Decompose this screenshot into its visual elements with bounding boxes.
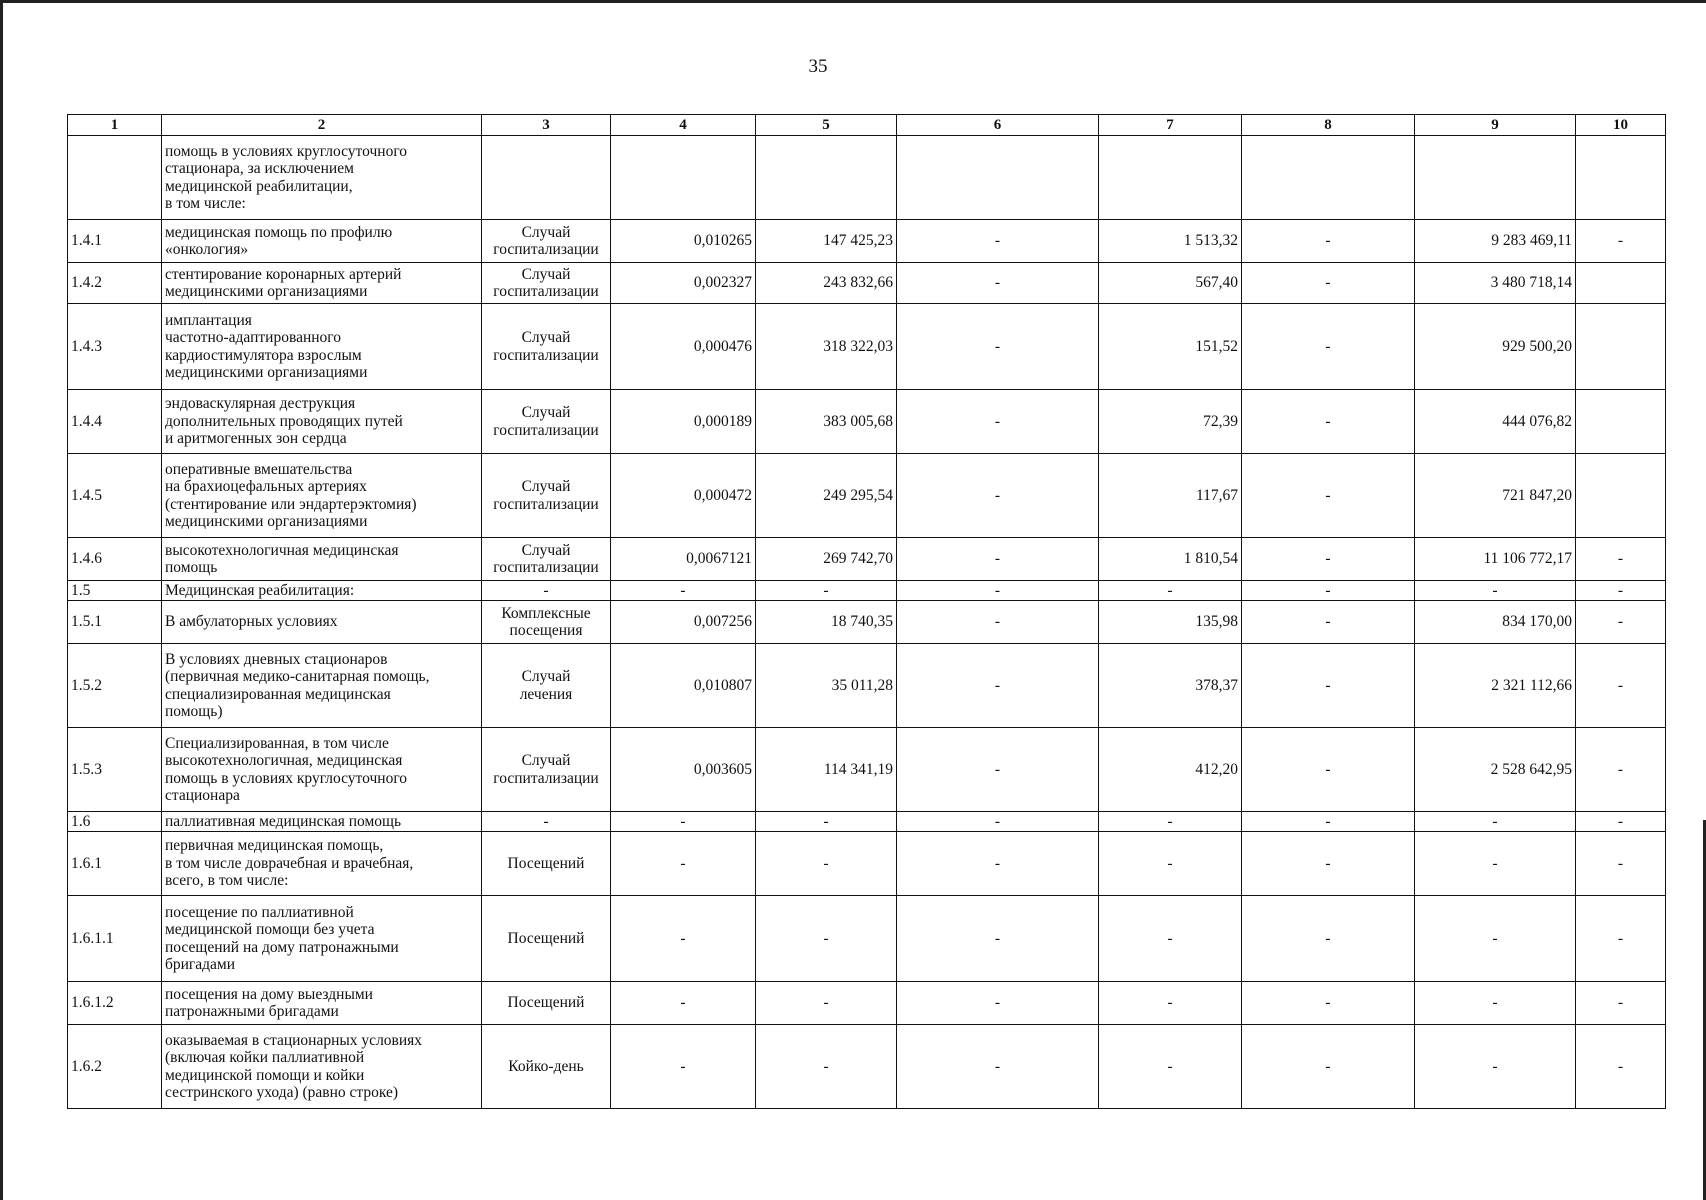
cell-col-3: Случай госпитализации: [482, 454, 611, 538]
cell-col-1: 1.6.2: [68, 1025, 162, 1109]
cell-col-2: В амбулаторных условиях: [162, 601, 482, 644]
cell-col-1: 1.4.4: [68, 390, 162, 454]
cell-col-10: -: [1576, 1025, 1666, 1109]
cell-col-5: 147 425,23: [756, 220, 897, 263]
cell-col-5: 35 011,28: [756, 644, 897, 728]
cell-col-9: 11 106 772,17: [1415, 538, 1576, 581]
cell-col-2: эндоваскулярная деструкция дополнительных проводящих путей и аритмогенных зон сердца: [162, 390, 482, 454]
cell-col-10: [1576, 263, 1666, 304]
cell-col-4: 0,010265: [611, 220, 756, 263]
cell-col-2: Специализированная, в том числе высокотехнологичная, медицинская помощь в условиях круглосуточного стационара: [162, 728, 482, 812]
table-row: [68, 728, 1666, 812]
cell-col-5: -: [756, 1025, 897, 1109]
table-header: [68, 115, 1666, 136]
cell-col-5: -: [756, 832, 897, 896]
cell-col-7: 72,39: [1099, 390, 1242, 454]
cell-col-10: -: [1576, 644, 1666, 728]
table-row: [68, 601, 1666, 644]
table-row: [68, 644, 1666, 728]
cell-col-7: -: [1099, 812, 1242, 832]
header-col-6: 6: [897, 115, 1099, 136]
header-col-5: 5: [756, 115, 897, 136]
cell-col-9: 834 170,00: [1415, 601, 1576, 644]
table-body: [68, 136, 1666, 1109]
cell-col-3: Посещений: [482, 896, 611, 982]
scan-border-top: [0, 0, 1706, 3]
cell-col-1: 1.5.3: [68, 728, 162, 812]
cell-col-6: -: [897, 832, 1099, 896]
cell-col-9: -: [1415, 581, 1576, 601]
cell-col-2: Медицинская реабилитация:: [162, 581, 482, 601]
cell-col-6: -: [897, 982, 1099, 1025]
cell-col-6: -: [897, 454, 1099, 538]
cell-col-10: [1576, 136, 1666, 220]
table-row: [68, 304, 1666, 390]
cell-col-10: -: [1576, 601, 1666, 644]
cell-col-1: 1.4.6: [68, 538, 162, 581]
cell-col-7: [1099, 136, 1242, 220]
cell-col-9: -: [1415, 982, 1576, 1025]
cell-col-10: -: [1576, 538, 1666, 581]
cell-col-2: высокотехнологичная медицинская помощь: [162, 538, 482, 581]
cell-col-9: 3 480 718,14: [1415, 263, 1576, 304]
table-row: [68, 832, 1666, 896]
cell-col-8: -: [1242, 581, 1415, 601]
cell-col-6: [897, 136, 1099, 220]
cell-col-8: -: [1242, 812, 1415, 832]
cell-col-1: 1.6.1.1: [68, 896, 162, 982]
cell-col-7: 1 513,32: [1099, 220, 1242, 263]
cell-col-5: -: [756, 581, 897, 601]
cell-col-10: -: [1576, 581, 1666, 601]
cell-col-3: Случай госпитализации: [482, 538, 611, 581]
cell-col-2: оперативные вмешательства на брахиоцефальных артериях (стентирование или эндартерэктомия) медицинскими организациями: [162, 454, 482, 538]
cell-col-6: -: [897, 644, 1099, 728]
cell-col-5: -: [756, 812, 897, 832]
table-row: [68, 1025, 1666, 1109]
cell-col-1: 1.4.1: [68, 220, 162, 263]
cell-col-1: 1.6: [68, 812, 162, 832]
cell-col-8: -: [1242, 601, 1415, 644]
cell-col-9: 2 321 112,66: [1415, 644, 1576, 728]
cell-col-7: 151,52: [1099, 304, 1242, 390]
cell-col-4: -: [611, 812, 756, 832]
cell-col-4: -: [611, 896, 756, 982]
cell-col-7: -: [1099, 581, 1242, 601]
cell-col-4: 0,002327: [611, 263, 756, 304]
header-row: [68, 115, 1666, 136]
cell-col-3: Случай госпитализации: [482, 304, 611, 390]
table-row: [68, 538, 1666, 581]
scan-border-left: [0, 0, 3, 1200]
cell-col-7: -: [1099, 832, 1242, 896]
cell-col-7: 117,67: [1099, 454, 1242, 538]
cell-col-3: Случай госпитализации: [482, 390, 611, 454]
cell-col-1: 1.6.1.2: [68, 982, 162, 1025]
cell-col-3: -: [482, 812, 611, 832]
cell-col-5: -: [756, 896, 897, 982]
cell-col-8: -: [1242, 304, 1415, 390]
header-col-9: 9: [1415, 115, 1576, 136]
cell-col-6: -: [897, 263, 1099, 304]
table-row: [68, 390, 1666, 454]
cell-col-6: -: [897, 812, 1099, 832]
cell-col-3: Случай госпитализации: [482, 220, 611, 263]
cell-col-10: -: [1576, 728, 1666, 812]
header-col-4: 4: [611, 115, 756, 136]
cell-col-1: [68, 136, 162, 220]
cell-col-1: 1.5.2: [68, 644, 162, 728]
cell-col-4: -: [611, 581, 756, 601]
header-col-1: 1: [68, 115, 162, 136]
table-row: [68, 263, 1666, 304]
cell-col-8: -: [1242, 220, 1415, 263]
header-col-10: 10: [1576, 115, 1666, 136]
cell-col-1: 1.6.1: [68, 832, 162, 896]
cell-col-9: 9 283 469,11: [1415, 220, 1576, 263]
cell-col-4: 0,000476: [611, 304, 756, 390]
cell-col-8: -: [1242, 728, 1415, 812]
page-number: 35: [808, 56, 828, 77]
cell-col-8: -: [1242, 454, 1415, 538]
cell-col-6: -: [897, 728, 1099, 812]
table-row: [68, 136, 1666, 220]
cell-col-3: Случай госпитализации: [482, 728, 611, 812]
cell-col-9: -: [1415, 1025, 1576, 1109]
cell-col-1: 1.4.3: [68, 304, 162, 390]
cell-col-3: Случай госпитализации: [482, 263, 611, 304]
table-row: [68, 581, 1666, 601]
header-col-8: 8: [1242, 115, 1415, 136]
cell-col-10: [1576, 390, 1666, 454]
cell-col-8: -: [1242, 390, 1415, 454]
cell-col-9: -: [1415, 812, 1576, 832]
cell-col-10: [1576, 454, 1666, 538]
cell-col-6: -: [897, 304, 1099, 390]
cell-col-8: -: [1242, 1025, 1415, 1109]
cell-col-9: 929 500,20: [1415, 304, 1576, 390]
cell-col-3: -: [482, 581, 611, 601]
table-row: [68, 454, 1666, 538]
cell-col-9: -: [1415, 832, 1576, 896]
cell-col-5: -: [756, 982, 897, 1025]
table-row: [68, 812, 1666, 832]
cell-col-9: -: [1415, 896, 1576, 982]
cell-col-7: 412,20: [1099, 728, 1242, 812]
cell-col-8: -: [1242, 896, 1415, 982]
cell-col-2: помощь в условиях круглосуточного стационара, за исключением медицинской реабилитации, в том числе:: [162, 136, 482, 220]
cell-col-2: паллиативная медицинская помощь: [162, 812, 482, 832]
cell-col-10: [1576, 304, 1666, 390]
table-row: [68, 220, 1666, 263]
cell-col-2: имплантация частотно-адаптированного кардиостимулятора взрослым медицинскими организациями: [162, 304, 482, 390]
header-col-3: 3: [482, 115, 611, 136]
cell-col-4: -: [611, 982, 756, 1025]
cell-col-9: 721 847,20: [1415, 454, 1576, 538]
cell-col-4: -: [611, 1025, 756, 1109]
cell-col-9: [1415, 136, 1576, 220]
cell-col-3: [482, 136, 611, 220]
cell-col-1: 1.4.5: [68, 454, 162, 538]
table-row: [68, 982, 1666, 1025]
cell-col-2: В условиях дневных стационаров (первичная медико-санитарная помощь, специализированная медицинская помощь): [162, 644, 482, 728]
cell-col-8: -: [1242, 832, 1415, 896]
cell-col-8: -: [1242, 982, 1415, 1025]
cell-col-10: -: [1576, 220, 1666, 263]
cell-col-8: [1242, 136, 1415, 220]
cell-col-7: 135,98: [1099, 601, 1242, 644]
cell-col-1: 1.5: [68, 581, 162, 601]
cell-col-10: -: [1576, 832, 1666, 896]
cell-col-5: 383 005,68: [756, 390, 897, 454]
header-col-2: 2: [162, 115, 482, 136]
cell-col-4: [611, 136, 756, 220]
data-table: [67, 114, 1666, 1109]
cell-col-8: -: [1242, 538, 1415, 581]
cell-col-9: 2 528 642,95: [1415, 728, 1576, 812]
cell-col-8: -: [1242, 644, 1415, 728]
cell-col-2: медицинская помощь по профилю «онкология»: [162, 220, 482, 263]
cell-col-7: -: [1099, 1025, 1242, 1109]
cell-col-2: первичная медицинская помощь, в том числе доврачебная и врачебная, всего, в том числе:: [162, 832, 482, 896]
cell-col-7: 567,40: [1099, 263, 1242, 304]
cell-col-6: -: [897, 390, 1099, 454]
cell-col-8: -: [1242, 263, 1415, 304]
cell-col-5: 18 740,35: [756, 601, 897, 644]
cell-col-4: -: [611, 832, 756, 896]
cell-col-4: 0,010807: [611, 644, 756, 728]
cell-col-3: Койко-день: [482, 1025, 611, 1109]
cell-col-2: стентирование коронарных артерий медицинскими организациями: [162, 263, 482, 304]
cell-col-2: оказываемая в стационарных условиях (включая койки паллиативной медицинской помощи и койки сестринского ухода) (равно строке): [162, 1025, 482, 1109]
cell-col-2: посещения на дому выездными патронажными бригадами: [162, 982, 482, 1025]
cell-col-2: посещение по паллиативной медицинской помощи без учета посещений на дому патронажными бригадами: [162, 896, 482, 982]
cell-col-7: -: [1099, 982, 1242, 1025]
header-col-7: 7: [1099, 115, 1242, 136]
cell-col-1: 1.4.2: [68, 263, 162, 304]
cell-col-4: 0,000472: [611, 454, 756, 538]
cell-col-3: Посещений: [482, 832, 611, 896]
cell-col-9: 444 076,82: [1415, 390, 1576, 454]
cell-col-4: 0,000189: [611, 390, 756, 454]
cell-col-10: -: [1576, 812, 1666, 832]
cell-col-10: -: [1576, 896, 1666, 982]
cell-col-7: 378,37: [1099, 644, 1242, 728]
cell-col-1: 1.5.1: [68, 601, 162, 644]
cell-col-3: Случай лечения: [482, 644, 611, 728]
cell-col-7: -: [1099, 896, 1242, 982]
cell-col-5: 249 295,54: [756, 454, 897, 538]
cell-col-4: 0,0067121: [611, 538, 756, 581]
cell-col-10: -: [1576, 982, 1666, 1025]
cell-col-6: -: [897, 220, 1099, 263]
table-row: [68, 896, 1666, 982]
cell-col-6: -: [897, 538, 1099, 581]
cell-col-5: [756, 136, 897, 220]
cell-col-5: 269 742,70: [756, 538, 897, 581]
cell-col-3: Комплексные посещения: [482, 601, 611, 644]
cell-col-5: 243 832,66: [756, 263, 897, 304]
cell-col-5: 114 341,19: [756, 728, 897, 812]
cell-col-6: -: [897, 896, 1099, 982]
cell-col-6: -: [897, 601, 1099, 644]
cell-col-4: 0,003605: [611, 728, 756, 812]
cell-col-7: 1 810,54: [1099, 538, 1242, 581]
cell-col-6: -: [897, 1025, 1099, 1109]
cell-col-4: 0,007256: [611, 601, 756, 644]
cell-col-5: 318 322,03: [756, 304, 897, 390]
cell-col-3: Посещений: [482, 982, 611, 1025]
cell-col-6: -: [897, 581, 1099, 601]
